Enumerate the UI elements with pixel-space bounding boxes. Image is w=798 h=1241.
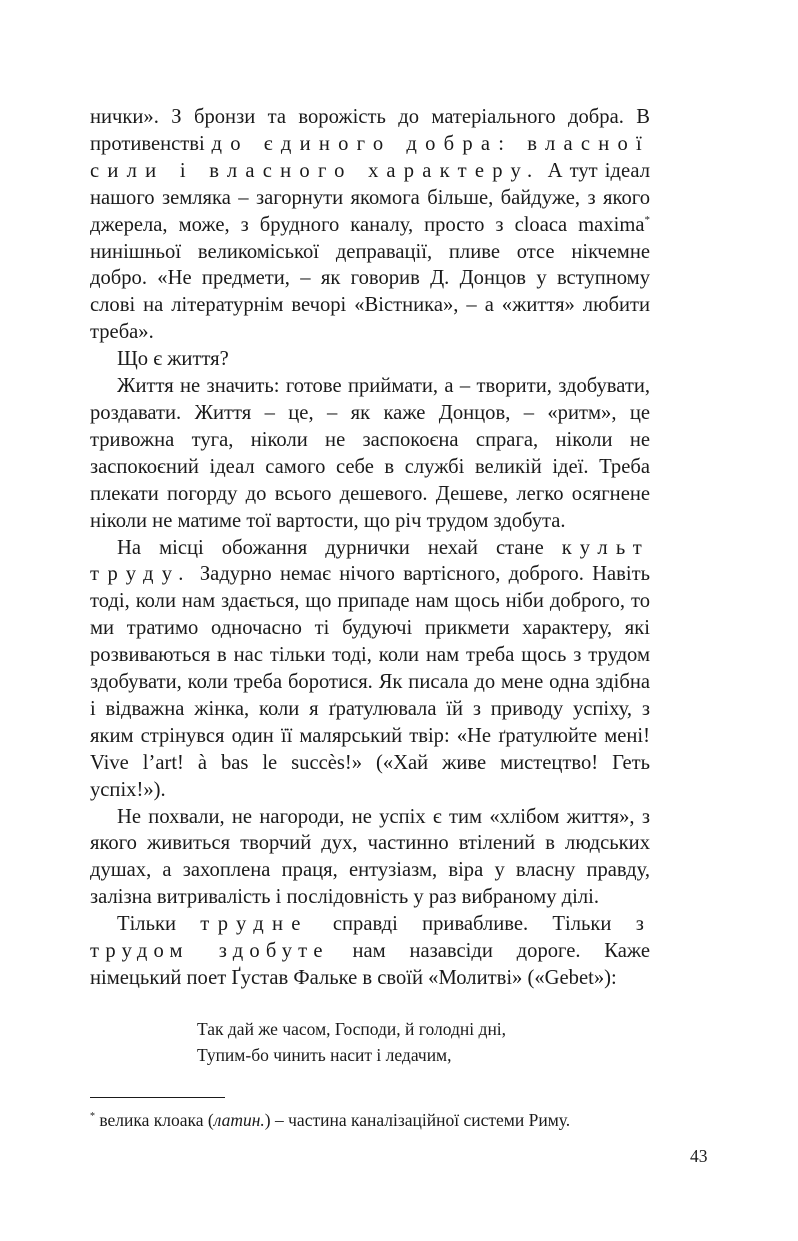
emphasis-own-character: до єдиного добра: власної сили і власного характеру. bbox=[90, 132, 650, 182]
footnote-language-abbr: латин. bbox=[213, 1110, 265, 1130]
verse-line-1: Так дай же часом, Господи, й голодні дні, bbox=[197, 1019, 507, 1039]
paragraph-1-end: нинішньої великоміської деправації, пливе отсе нікчемне добро. «Не предмети, – як говорив Д. Донцов у вступному слові на літературнім вечорі «Вістника», – а «життя» любити треба». bbox=[90, 240, 650, 344]
paragraph-4 bbox=[90, 535, 650, 804]
paragraph-5: Не похвали, не нагороди, не успіх є тим «хлібом життя», з якого живиться творчий дух, частинно втілений в людських душах, а захоплена праця, ентузіазм, віра у власну правду, залізна витривалість і послідовність у раз вибраному ділі. bbox=[90, 805, 650, 909]
paragraph-1-start: нички». З бронзи та ворожість до матеріального добра. В противенстві bbox=[90, 106, 650, 155]
verse-quote bbox=[197, 1016, 506, 1068]
paragraph-6-start: Тільки bbox=[117, 913, 176, 936]
paragraph-1-middle: А тут ідеал нашого земляка – загорнути якомога більше, байдуже, з якого джерела, може, з брудного каналу, просто з cloaca maxima bbox=[90, 159, 650, 236]
paragraph-6-end: нам назавсіди дороге. Каже німецький поет Ґустав Фальке в своїй «Молитві» («Gebet»): bbox=[90, 940, 650, 989]
paragraph-4-start: На місці обожання дурнички нехай стане bbox=[117, 536, 544, 559]
paragraph-6-middle: справді привабливе. Тільки bbox=[332, 913, 612, 936]
footnote-divider bbox=[90, 1097, 225, 1098]
paragraph-4-end: Задурно немає нічого вартісного, доброго. Навіть тоді, коли нам здається, що припаде нам щось ніби доброго, то ми тратимо одночасно ті будуючі прикмети характеру, які розвиваються в нас тільки тоді, коли нам треба щось з трудом здобувати, коли треба боротися. Як писала до мене одна здібна і відважна жінка, коли я ґратулювала їй з приводу успіху, з яким стрінувся один її малярський твір: «Не ґратулюйте мені! Vive l’art! à bas le succès!» («Хай живе мистецтво! Геть успіх!»). bbox=[90, 563, 650, 801]
emphasis-cult-of-labor: культ труду. bbox=[90, 536, 650, 586]
emphasis-earned-with-labor: з трудом здобуте bbox=[90, 913, 651, 963]
paragraph-1 bbox=[90, 104, 650, 346]
emphasis-difficult: трудне bbox=[200, 913, 309, 936]
paragraph-3: Життя не значить: готове приймати, а – творити, здобувати, роздавати. Життя – це, – як каже Донцов, – «ритм», це тривожна туга, ніколи не заспокоєна спрага, ніколи не заспокоєний ідеал самого себе в службі великій ідеї. Треба плекати погорду до всього дешевого. Дешеве, легко осягнене ніколи не матиме тої вартости, що річ трудом здобута. bbox=[90, 375, 650, 532]
verse-line-2: Тупим-бо чинить насит і ледачим, bbox=[197, 1045, 452, 1065]
footnote-marker: * bbox=[644, 213, 650, 226]
footnote-text-end: ) – частина каналізаційної системи Риму. bbox=[264, 1110, 571, 1130]
footnote bbox=[90, 1109, 650, 1131]
footnote-text-start: велика клоака ( bbox=[99, 1110, 214, 1130]
footnote-mark: * bbox=[90, 1111, 95, 1122]
paragraph-6 bbox=[90, 911, 650, 992]
page-number: 43 bbox=[690, 1146, 708, 1166]
paragraph-2: Що є життя? bbox=[117, 348, 229, 371]
main-text bbox=[90, 104, 650, 992]
